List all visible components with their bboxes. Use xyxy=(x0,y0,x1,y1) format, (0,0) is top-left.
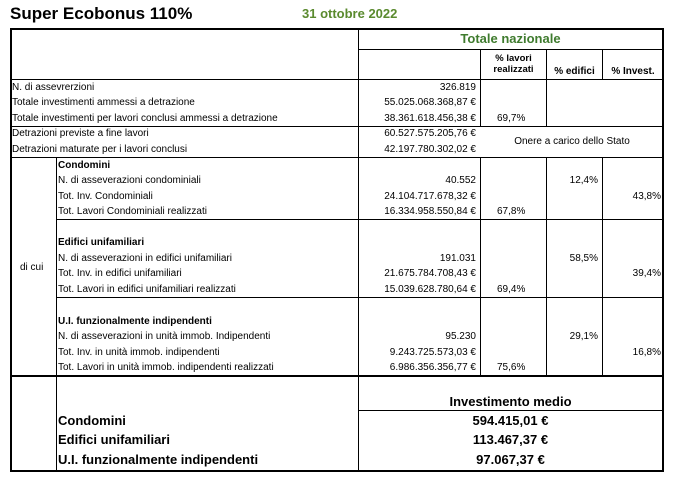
group-pct-lavori: 67,8% xyxy=(497,206,526,217)
row-label: N. di assevrerzioni xyxy=(12,82,95,93)
group-row-label: Tot. Lavori Condominiali realizzati xyxy=(58,206,207,217)
group-pct-edifici: 29,1% xyxy=(569,331,598,342)
group-title-ui-indipendenti: U.I. funzionalmente indipendenti xyxy=(58,316,212,327)
group-row-value: 24.104.717.678,32 € xyxy=(384,191,476,202)
row-value: 326.819 xyxy=(439,82,476,93)
group-pct-invest: 43,8% xyxy=(632,191,661,202)
group-row-value: 40.552 xyxy=(445,175,476,186)
group-row-label: N. di asseverazioni condominiali xyxy=(58,175,201,186)
inv-medio-value-unifamiliari: 113.467,37 € xyxy=(472,432,549,447)
group-row-value: 191.031 xyxy=(439,253,476,264)
group-row-value: 9.243.725.573,03 € xyxy=(389,347,476,358)
row-value: 60.527.575.205,76 € xyxy=(384,128,476,139)
group-pct-lavori: 75,6% xyxy=(497,362,526,373)
row-label: Detrazioni maturate per i lavori conclusi xyxy=(12,144,188,155)
row-label: Detrazioni previste a fine lavori xyxy=(12,128,149,139)
inv-medio-value-ui: 97.067,37 € xyxy=(476,452,545,467)
group-pct-edifici: 12,4% xyxy=(569,175,598,186)
group-row-label: N. di asseverazioni in edifici unifamiliari xyxy=(58,253,232,264)
page-title: Super Ecobonus 110% xyxy=(10,4,193,23)
group-row-value: 15.039.628.780,64 € xyxy=(384,284,476,295)
group-row-label: Tot. Lavori in edifici unifamiliari realizzati xyxy=(58,284,236,295)
group-row-label: Tot. Inv. Condominiali xyxy=(58,191,153,202)
group-row-label: N. di asseverazioni in unità immob. Indipendenti xyxy=(58,331,271,342)
header-totale-nazionale: Totale nazionale xyxy=(460,31,561,46)
inv-medio-label-unifamiliari: Edifici unifamiliari xyxy=(58,432,170,447)
group-row-value: 95.230 xyxy=(445,331,476,342)
group-row-label: Tot. Inv. in edifici unifamiliari xyxy=(58,268,182,279)
group-pct-invest: 16,8% xyxy=(632,347,661,358)
group-pct-invest: 39,4% xyxy=(632,268,661,279)
header-pct-edifici: % edifici xyxy=(554,66,595,77)
row-value: 42.197.780.302,02 € xyxy=(384,144,476,155)
inv-medio-value-condomini: 594.415,01 € xyxy=(472,413,549,428)
report-date: 31 ottobre 2022 xyxy=(302,6,398,21)
header-pct-invest: % Invest. xyxy=(611,66,655,77)
di-cui-label: di cui xyxy=(20,262,44,273)
row-pct: 69,7% xyxy=(497,113,526,124)
row-value: 38.361.618.456,38 € xyxy=(384,113,476,124)
onere-note: Onere a carico dello Stato xyxy=(514,136,630,147)
group-title-unifamiliari: Edifici unifamiliari xyxy=(58,237,145,248)
inv-medio-label-ui: U.I. funzionalmente indipendenti xyxy=(58,452,259,467)
group-row-label: Tot. Inv. in unità immob. indipendenti xyxy=(58,347,220,358)
row-label: Totale investimenti ammessi a detrazione xyxy=(12,97,195,108)
group-row-value: 21.675.784.708,43 € xyxy=(384,268,476,279)
investimento-medio-header: Investimento medio xyxy=(449,394,572,409)
row-value: 55.025.068.368,87 € xyxy=(384,97,476,108)
group-row-value: 6.986.356.356,77 € xyxy=(389,362,476,373)
group-row-label: Tot. Lavori in unità immob. indipendenti realizzati xyxy=(58,362,274,373)
group-row-value: 16.334.958.550,84 € xyxy=(384,206,476,217)
header-pct-lavori: % lavori realizzati xyxy=(493,53,534,75)
group-pct-edifici: 58,5% xyxy=(569,253,598,264)
inv-medio-label-condomini: Condomini xyxy=(58,413,126,428)
row-label: Totale investimenti per lavori conclusi ammessi a detrazione xyxy=(12,113,278,124)
group-title-condomini: Condomini xyxy=(58,160,111,171)
group-pct-lavori: 69,4% xyxy=(497,284,526,295)
